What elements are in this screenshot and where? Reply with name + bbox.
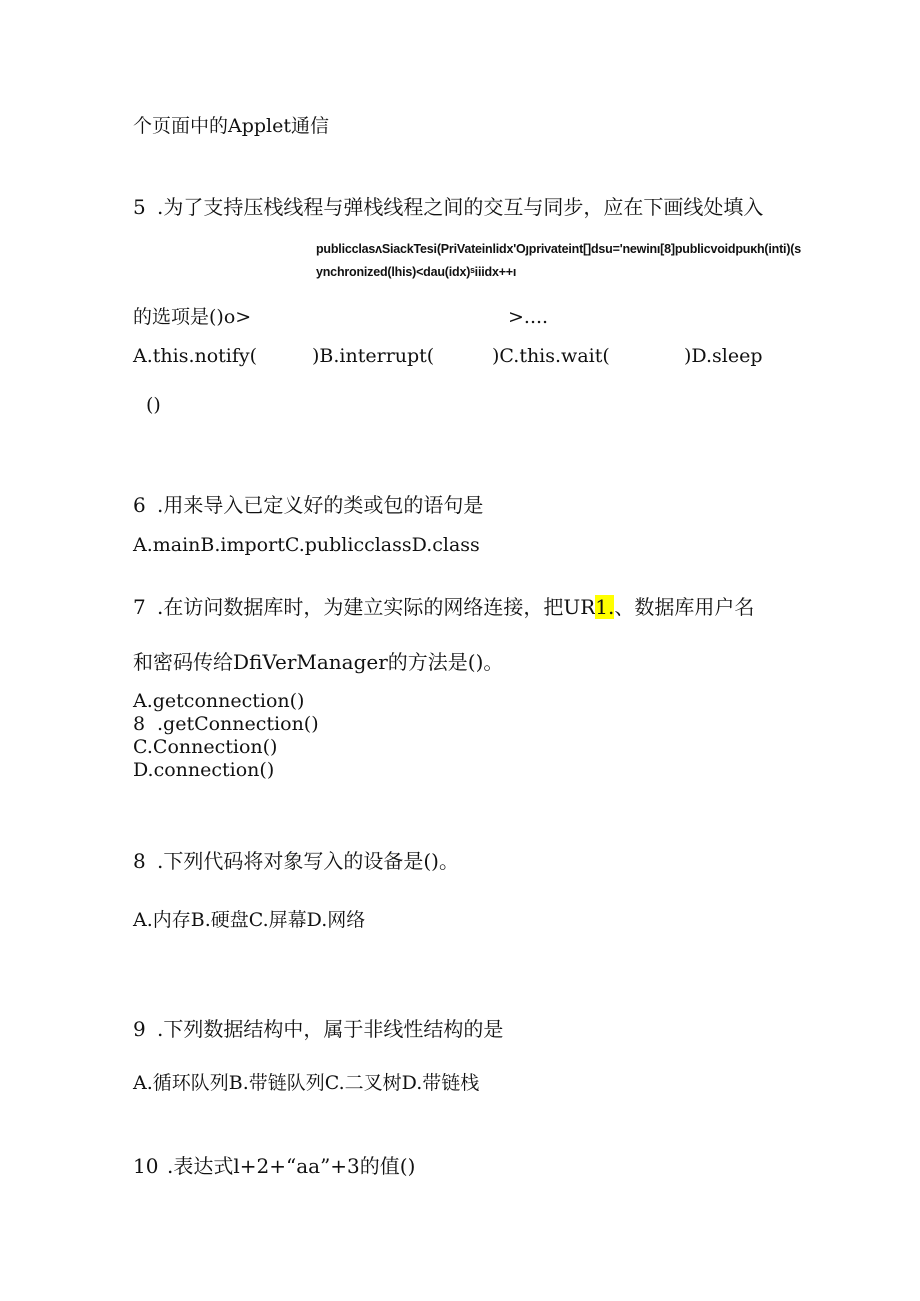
question-5-option-a: A.this.notify( [133,345,258,367]
question-number: 6 [133,493,146,517]
question-7-option-c: C.Connection() [133,736,278,758]
question-6-options: A.mainB.importC.publicclassD.class [133,534,480,556]
question-9-title [133,1017,503,1041]
question-6-title [133,493,483,517]
question-text-continued: 、数据库用户名 [614,595,755,619]
question-5-prompt-tail: >.... [508,306,549,328]
question-number: 5 [133,195,146,219]
question-7-option-b [133,712,319,736]
question-text: .为了支持压栈线程与弹栈线程之间的交互与同步，应在下画线处填入 [157,195,764,219]
question-7-option-a: A.getconnection() [133,690,305,712]
question-9-options: A.循环队列B.带链队列C.二叉树D.带链栈 [133,1072,480,1094]
question-5-option-tail: () [146,394,161,416]
question-text: .下列代码将对象写入的设备是()。 [157,849,459,873]
question-7-title-line-2: 和密码传给DfiVerManager的方法是()。 [133,650,504,674]
question-5-prompt: 的选项是()o> [133,306,252,328]
intro-line: 个页面中的Applet通信 [133,115,330,137]
question-7-option-d: D.connection() [133,759,275,781]
question-5-option-b: )B.interrupt( [312,345,435,367]
question-number: 9 [133,1017,146,1041]
highlighted-text: 1. [595,595,615,619]
question-number: 10 [133,1154,159,1178]
question-number: 8 [133,849,146,873]
question-8-options: A.内存B.硬盘C.屏幕D.网络 [133,909,366,931]
question-text: .下列数据结构中，属于非线性结构的是 [157,1017,504,1041]
question-text: .表达式l+2+“aa”+3的值() [167,1154,416,1178]
option-number: 8 [133,713,146,735]
code-snippet-line-1: publicclasʌSiackTesi(PriVateinlidx'Οȷprivateint[]dsu='newinı[8]publicvoidpuκh(inti)(s [316,242,802,256]
question-text: .在访问数据库时，为建立实际的网络连接，把UR [157,595,596,619]
question-5-title [133,195,763,219]
question-8-title [133,849,459,873]
question-number: 7 [133,595,146,619]
question-10-title [133,1154,415,1178]
question-5-option-c: )C.this.wait( [492,345,610,367]
question-text: .用来导入已定义好的类或包的语句是 [157,493,484,517]
question-7-title [133,595,754,619]
question-5-option-d: )D.sleep [684,345,763,367]
code-snippet-line-2: ynchronized(lhis)<dau(idx)ˢiiidx++ı [316,265,517,279]
option-text: .getConnection() [157,713,319,735]
